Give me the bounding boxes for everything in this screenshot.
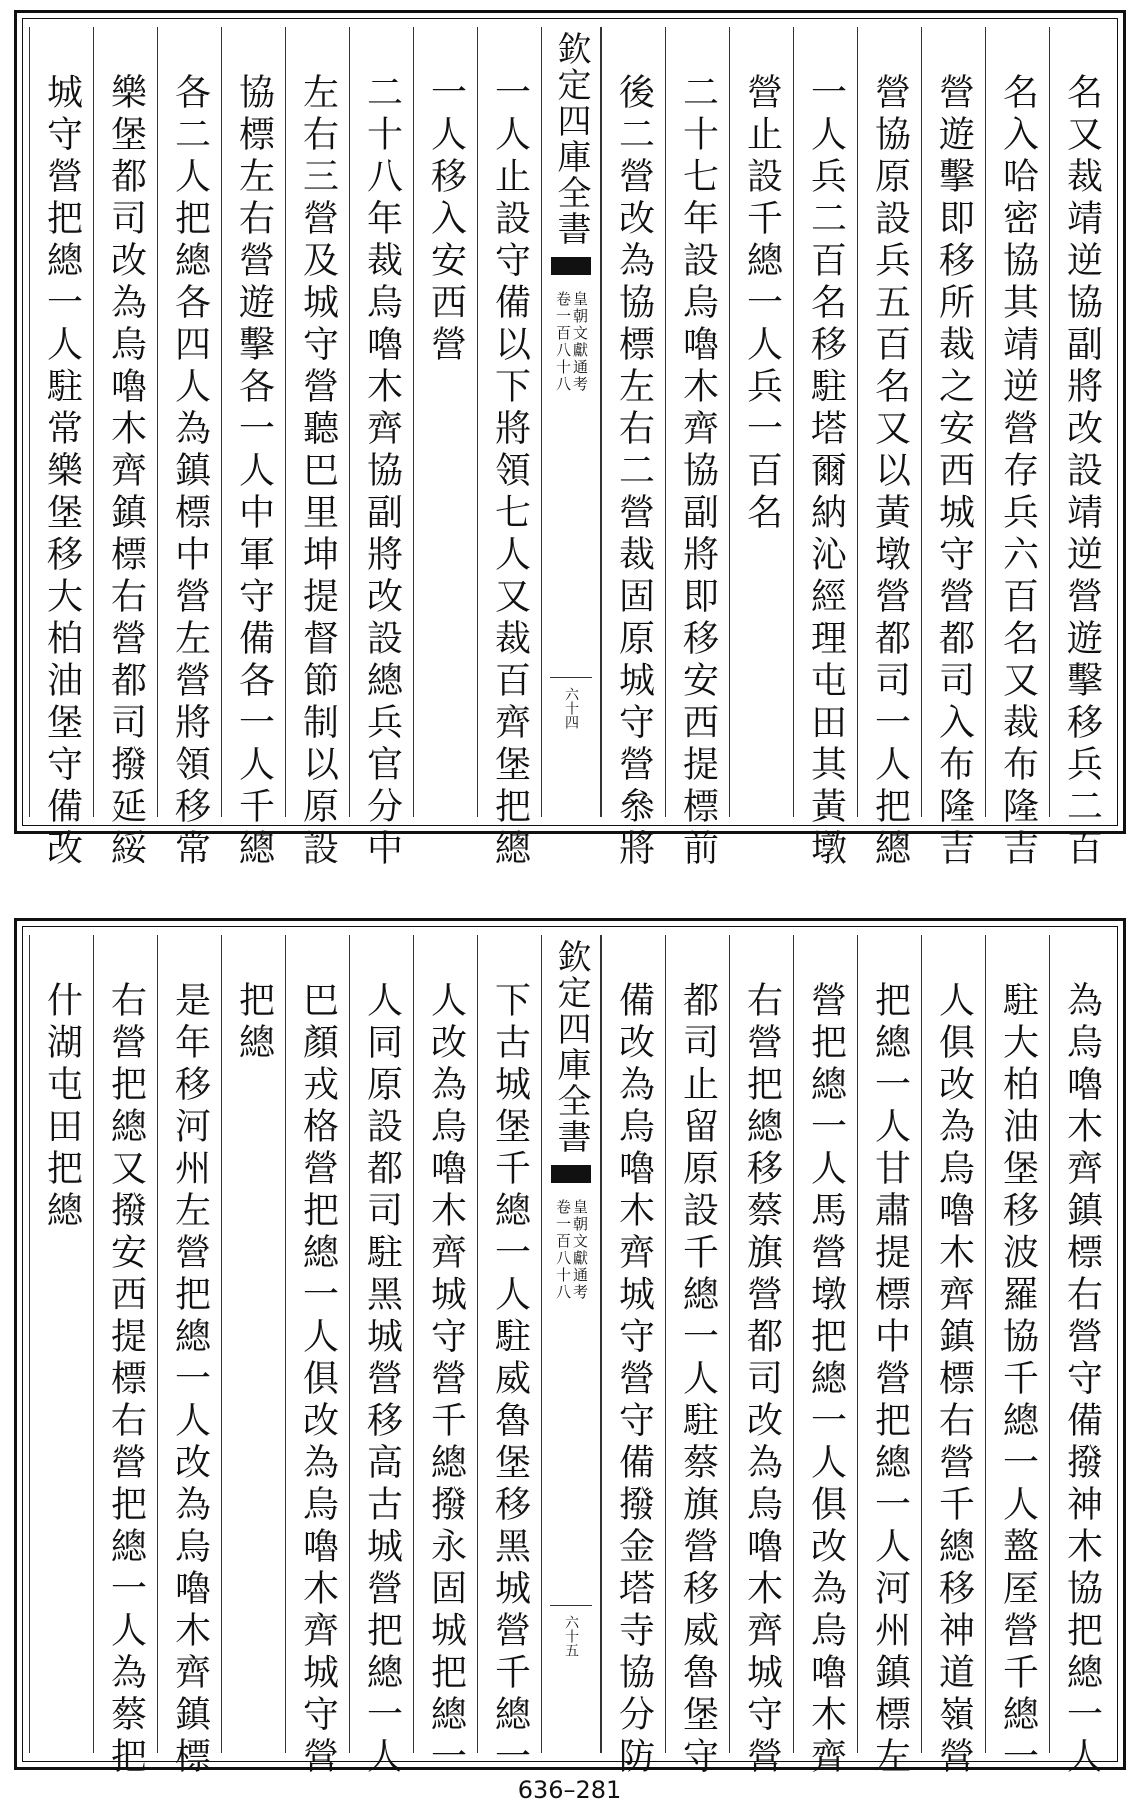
text-column <box>349 935 413 1779</box>
text-column <box>985 935 1049 1779</box>
text-column <box>1049 935 1113 1779</box>
spine-page-number: 六十四 <box>563 687 579 729</box>
text-column <box>157 935 221 1779</box>
column-text: 名又裁靖逆協副將改設靖逆營遊擊移兵二百 <box>1061 73 1103 871</box>
spine-title: 欽定四庫全書 <box>551 31 591 247</box>
text-column <box>793 935 857 1779</box>
spine-subtitle <box>555 1199 587 1301</box>
text-column <box>665 935 729 1779</box>
column-text: 一人止設守備以下將領七人又裁百齊堡把總 <box>489 73 531 871</box>
spine-mark <box>551 257 591 275</box>
column-text: 營止設千總一人兵一百名 <box>741 73 783 535</box>
column-text: 名入哈密協其靖逆營存兵六百名又裁布隆吉 <box>997 73 1039 871</box>
text-column <box>221 935 285 1753</box>
text-column <box>29 935 93 1753</box>
column-text: 協標左右營遊擊各一人中軍守備各一人千總 <box>233 73 275 871</box>
book-spine <box>541 27 601 817</box>
column-text: 營把總一人馬營墩把總一人俱改為烏嚕木齊 <box>805 981 847 1779</box>
text-column <box>857 27 921 871</box>
text-column <box>413 935 477 1779</box>
column-text: 駐大柏油堡移波羅協千總一人盩厔營千總一 <box>997 981 1039 1779</box>
spine-volume: 卷一百八十八 <box>554 1199 572 1301</box>
column-text: 一人移入安西營 <box>425 73 467 367</box>
column-text: 都司止留原設千總一人駐蔡旗營移威魯堡守 <box>677 981 719 1779</box>
spine-book-name: 皇朝文獻通考 <box>571 291 589 393</box>
text-column <box>93 935 157 1779</box>
spine-title: 欽定四庫全書 <box>551 939 591 1155</box>
text-column <box>921 935 985 1779</box>
column-text: 人俱改為烏嚕木齊鎮標右營千總移神道嶺營 <box>933 981 975 1779</box>
column-text: 備改為烏嚕木齊城守營守備撥金塔寺協分防 <box>613 981 655 1779</box>
spine-rule <box>550 1605 592 1606</box>
text-column <box>729 935 793 1779</box>
text-column <box>1049 27 1113 871</box>
column-text: 一人兵二百名移駐塔爾納沁經理屯田其黃墩 <box>805 73 847 871</box>
column-text: 城守營把總一人駐常樂堡移大柏油堡守備改 <box>41 73 83 871</box>
text-column <box>285 27 349 871</box>
page-footer-number: 636–281 <box>517 1776 622 1804</box>
column-text: 是年移河州左營把總一人改為烏嚕木齊鎮標 <box>169 981 211 1779</box>
column-text: 下古城堡千總一人駐威魯堡移黑城營千總一 <box>489 981 531 1779</box>
column-text: 把總 <box>233 981 275 1065</box>
document-page-bottom <box>14 918 1126 1779</box>
text-column <box>601 27 665 871</box>
document-page-top <box>14 10 1126 871</box>
text-column <box>221 27 285 871</box>
text-column <box>93 27 157 871</box>
text-column <box>157 27 221 871</box>
column-text: 營協原設兵五百名又以黃墩營都司一人把總 <box>869 73 911 871</box>
text-column <box>665 27 729 871</box>
spine-book-name: 皇朝文獻通考 <box>571 1199 589 1301</box>
text-column <box>793 27 857 871</box>
text-column <box>729 27 793 817</box>
column-text: 各二人把總各四人為鎮標中營左營將領移常 <box>169 73 211 871</box>
column-text: 人改為烏嚕木齊城守營千總撥永固城把總一 <box>425 981 467 1779</box>
book-spine <box>541 935 601 1753</box>
column-text: 後二營改為協標左右二營裁固原城守營叅將 <box>613 73 655 871</box>
spine-subtitle <box>555 291 587 393</box>
text-column <box>29 27 93 871</box>
text-columns <box>27 935 1113 1779</box>
spine-volume: 卷一百八十八 <box>554 291 572 393</box>
spine-mark <box>551 1165 591 1183</box>
text-column <box>477 935 541 1779</box>
column-text: 二十七年設烏嚕木齊協副將即移安西提標前 <box>677 73 719 871</box>
column-text: 什湖屯田把總 <box>41 981 83 1233</box>
column-text: 樂堡都司改為烏嚕木齊鎮標右營都司撥延綏 <box>105 73 147 871</box>
column-text: 右營把總移蔡旗營都司改為烏嚕木齊城守營 <box>741 981 783 1779</box>
text-column <box>857 935 921 1779</box>
text-column <box>985 27 1049 871</box>
column-text: 為烏嚕木齊鎮標右營守備撥神木協把總一人 <box>1061 981 1103 1779</box>
column-text: 把總一人甘肅提標中營把總一人河州鎮標左 <box>869 981 911 1779</box>
column-text: 左右三營及城守營聽巴里坤提督節制以原設 <box>297 73 339 871</box>
text-column <box>601 935 665 1779</box>
column-text: 巴顏戎格營把總一人俱改為烏嚕木齊城守營 <box>297 981 339 1779</box>
column-text: 人同原設都司駐黑城營移高古城營把總一人 <box>361 981 403 1779</box>
spine-page-number: 六十五 <box>563 1615 579 1657</box>
column-text: 右營把總又撥安西提標右營把總一人為蔡把 <box>105 981 147 1779</box>
text-column <box>413 27 477 817</box>
column-text: 二十八年裁烏嚕木齊協副將改設總兵官分中 <box>361 73 403 871</box>
column-text: 營遊擊即移所裁之安西城守營都司入布隆吉 <box>933 73 975 871</box>
text-columns <box>27 27 1113 871</box>
spine-rule <box>550 677 592 678</box>
text-column <box>921 27 985 871</box>
text-column <box>349 27 413 871</box>
text-column <box>477 27 541 871</box>
text-column <box>285 935 349 1779</box>
